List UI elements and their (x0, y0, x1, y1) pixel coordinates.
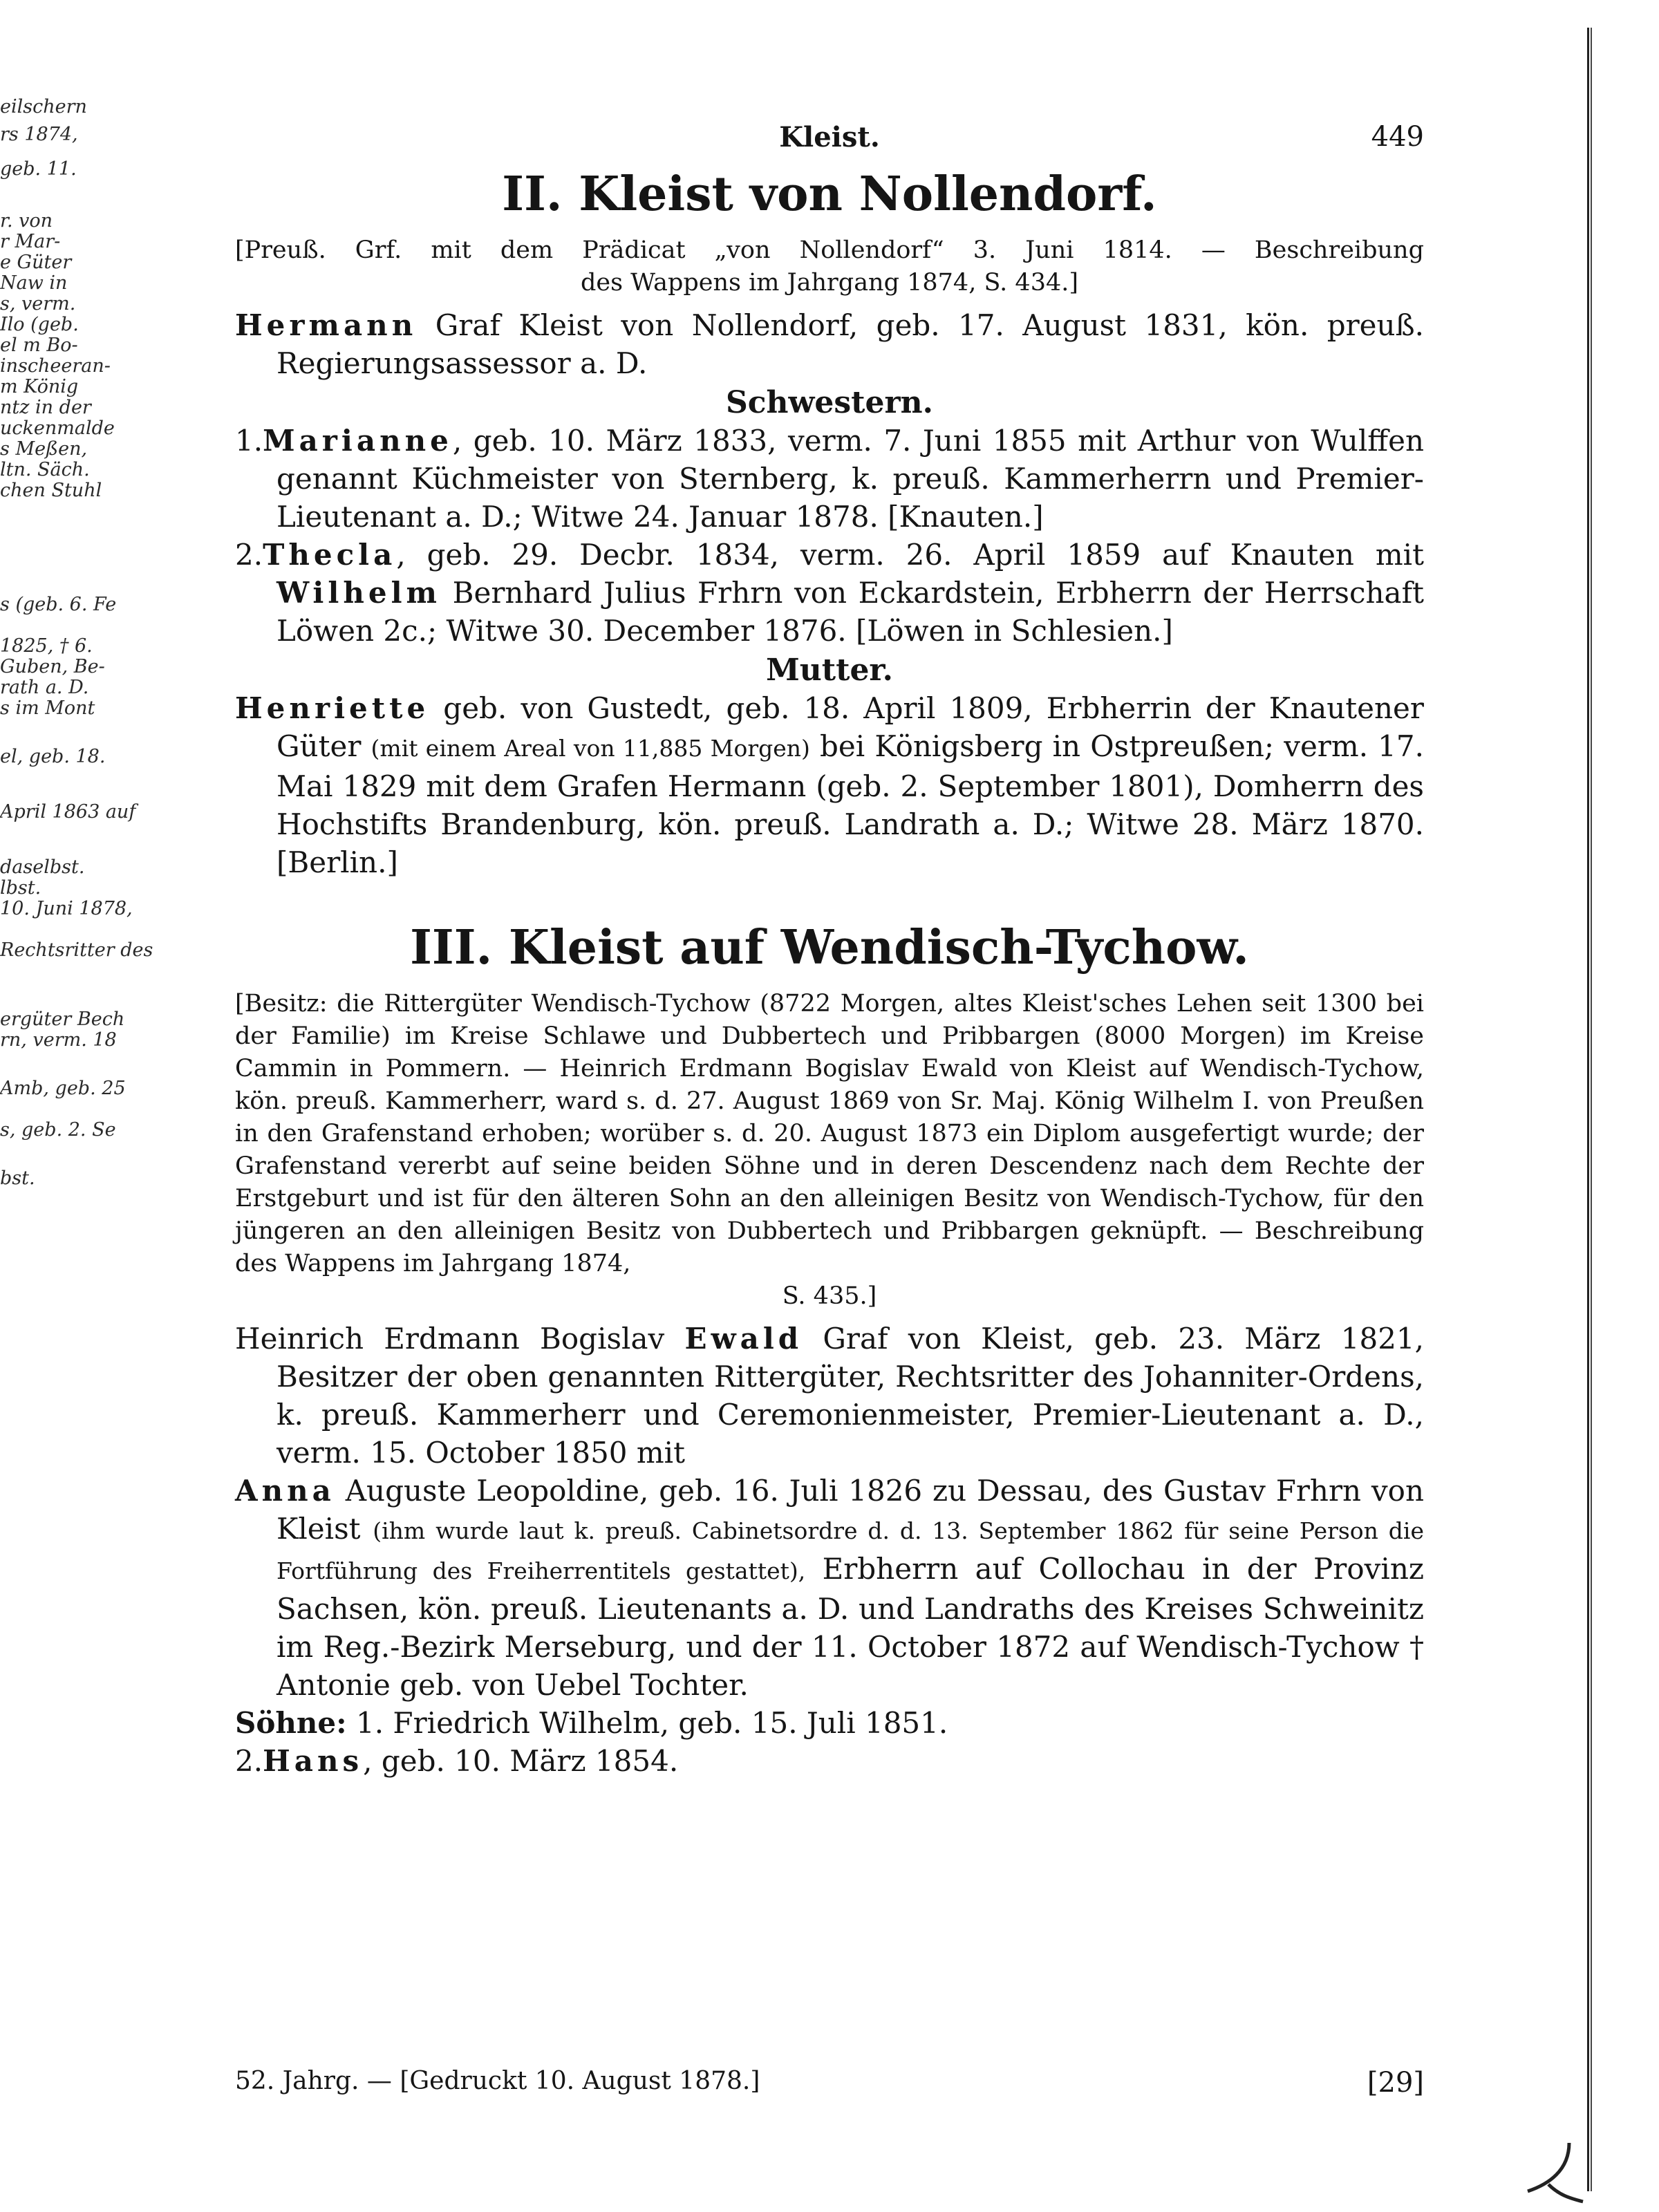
margin-fragment: bst. (0, 1168, 35, 1189)
entry-name: Hans (263, 1744, 364, 1778)
entry-wife-anna (235, 1472, 1424, 1704)
entry-text: Erbherrn auf Collochau in der Provinz Sachsen, kön. preuß. Lieutenants a. D. und Landraths des Kreises Schweinitz im Reg.-Bezirk Merseburg, und der 11. October 1872 auf Wendisch-Tychow † Antonie geb. von Uebel Tochter. (276, 1552, 1424, 1702)
section-note-wendisch-tychow (235, 988, 1424, 1313)
margin-fragment: Rechtsritter des (0, 939, 153, 961)
margin-fragment: el m Bo- (0, 335, 78, 356)
sons-label: Söhne: (235, 1706, 347, 1740)
entry-number: 2. (235, 1744, 263, 1778)
margin-fragment: e Güter (0, 252, 72, 273)
margin-fragment: r Mar- (0, 231, 61, 252)
facing-page-edge (0, 0, 153, 2212)
signature-mark: [29] (1367, 2067, 1424, 2099)
margin-fragment: geb. 11. (0, 158, 77, 180)
entry-sister-thecla (235, 536, 1424, 650)
margin-fragment: lbst. (0, 877, 41, 899)
head-entry-heinrich (235, 1320, 1424, 1472)
note-text: [Besitz: die Rittergüter Wendisch-Tychow (8722 Morgen, altes Kleist'sches Lehen seit 1300 bei der Familie) im Kreise Schlawe und Dubbertech und Pribbargen (8000 Morgen) im Kreise Cammin in Pommern. — Heinrich Erdmann Bogislav Ewald von Kleist auf Wendisch-Tychow, kön. preuß. Kammerherr, ward s. d. 27. August 1869 von Sr. Maj. König Wilhelm I. von Preußen in den Grafenstand erhoben; worüber s. d. 20. August 1873 ein Diplom ausgefertigt wurde; der Grafenstand vererbt auf seine beiden Söhne und in deren Descendenz nach dem Rechte der Erstgeburt und ist für den älteren Sohn an den alleinigen Besitz von Wendisch-Tychow, für den jüngeren an den alleinigen Besitz von Dubbertech und Pribbargen geknüpft. — Beschreibung des Wappens im Jahrgang 1874, (235, 990, 1424, 1277)
section-note-nollendorf (235, 234, 1424, 299)
entry-text: Graf von Kleist, geb. 23. März 1821, Besitzer der oben genannten Rittergüter, Rechtsritter des Johanniter-Ordens, k. preuß. Kammerherr und Ceremonienmeister, Premier-Lieutenant a. D., verm. 15. October 1850 mit (276, 1322, 1424, 1470)
entry-name: Ewald (684, 1322, 803, 1356)
entry-text: , geb. 10. März 1833, verm. 7. Juni 1855 mit Arthur von Wulffen genannt Küchmeister von Sternberg, k. preuß. Kammerherrn und Premier-Lieutenant a. D.; Witwe 24. Januar 1878. [Knauten.] (276, 424, 1424, 534)
margin-fragment: rs 1874, (0, 124, 78, 145)
margin-fragment: 1825, † 6. (0, 635, 93, 657)
entry-aside: (mit einem Areal von 11,885 Morgen) (371, 735, 810, 762)
margin-fragment: Ilo (geb. (0, 314, 79, 335)
margin-fragment: Guben, Be- (0, 656, 105, 677)
entry-mother-henriette (235, 689, 1424, 881)
margin-fragment: ntz in der (0, 397, 91, 418)
margin-fragment: s (geb. 6. Fe (0, 594, 117, 615)
entry-name: Marianne (263, 424, 453, 458)
subheading-sisters: Schwestern. (725, 385, 933, 420)
margin-fragment: s, verm. (0, 293, 76, 315)
page-content (235, 121, 1424, 1780)
margin-fragment: s im Mont (0, 697, 95, 719)
entry-text: Auguste Leopoldine, geb. 16. Juli 1826 zu Dessau, des Gustav Frhrn von Kleist (276, 1474, 1424, 1546)
page-footer (235, 2067, 1424, 2108)
entry-text: 1. Friedrich Wilhelm, geb. 15. Juli 1851. (346, 1706, 948, 1740)
entry-text: Bernhard Julius Frhrn von Eckardstein, Erbherrn der Herrschaft Löwen 2c.; Witwe 30. December 1876. [Löwen in Schlesien.] (276, 576, 1424, 648)
note-line: des Wappens im Jahrgang 1874, S. 434.] (580, 269, 1079, 297)
margin-fragment: daselbst. (0, 856, 85, 878)
head-entry-hermann (235, 306, 1424, 382)
margin-fragment: inscheeran- (0, 355, 111, 377)
margin-fragment: chen Stuhl (0, 480, 102, 501)
margin-fragment: s Meßen, (0, 438, 88, 460)
entry-text: Graf Kleist von Nollendorf, geb. 17. August 1831, kön. preuß. Regierungsassessor a. D. (276, 308, 1424, 380)
binding-edge (1587, 28, 1592, 2191)
running-head: Kleist. (779, 121, 880, 153)
entry-text: geb. von Gustedt, geb. 18. April 1809, Erbherrin der Knautener Güter (276, 691, 1424, 763)
binding-curl (1521, 2143, 1583, 2205)
margin-fragment: r. von (0, 210, 53, 232)
entry-name: Anna (235, 1474, 335, 1508)
entry-number: 2. (235, 538, 263, 572)
margin-fragment: 10. Juni 1878, (0, 898, 133, 919)
margin-fragment: rn, verm. 18 (0, 1029, 117, 1051)
margin-fragment: eilschern (0, 96, 87, 118)
section-title-wendisch-tychow: III. Kleist auf Wendisch-Tychow. (410, 920, 1249, 975)
margin-fragment: April 1863 auf (0, 801, 136, 823)
entry-text: bei Königsberg in Ostpreußen; verm. 17. Mai 1829 mit dem Grafen Hermann (geb. 2. September 1801), Domherrn des Hochstifts Brandenburg, kön. preuß. Landrath a. D.; Witwe 28. März 1870. [Berlin.] (276, 729, 1424, 879)
entry-name: Hermann (235, 308, 418, 342)
entry-name: Henriette (235, 691, 430, 725)
margin-fragment: rath a. D. (0, 677, 89, 698)
subheading-mother: Mutter. (766, 653, 893, 688)
entry-sons (235, 1704, 1424, 1742)
entry-sister-marianne (235, 422, 1424, 536)
page-header (235, 121, 1424, 162)
page-number: 449 (1371, 121, 1424, 153)
margin-fragment: uckenmalde (0, 418, 115, 439)
entry-name: Thecla (263, 538, 397, 572)
entry-text: Heinrich Erdmann Bogislav (235, 1322, 685, 1356)
note-text-end: S. 435.] (782, 1282, 877, 1310)
margin-fragment: ltn. Säch. (0, 459, 90, 480)
margin-fragment: ergüter Bech (0, 1009, 125, 1030)
margin-fragment: s, geb. 2. Se (0, 1119, 116, 1141)
margin-fragment: m König (0, 376, 79, 397)
margin-fragment: Amb, geb. 25 (0, 1078, 126, 1099)
margin-fragment: el, geb. 18. (0, 746, 106, 767)
print-note: 52. Jahrg. — [Gedruckt 10. August 1878.] (235, 2067, 760, 2095)
entry-text: , geb. 10. März 1854. (363, 1744, 679, 1778)
entry-aside: (ihm wurde laut k. preuß. Cabinetsordre d. d. 13. September 1862 für seine Person die Fortführung des Freiherrentitels gestattet), (276, 1517, 1424, 1584)
note-line: [Preuß. Grf. mit dem Prädicat „von Nollendorf“ 3. Juni 1814. — Beschreibung (235, 236, 1424, 264)
section-title-nollendorf: II. Kleist von Nollendorf. (502, 167, 1157, 222)
entry-son-hans (235, 1742, 1424, 1780)
entry-number: 1. (235, 424, 263, 458)
spouse-name: Wilhelm (276, 576, 441, 610)
margin-fragment: Naw in (0, 272, 68, 294)
entry-text: , geb. 29. Decbr. 1834, verm. 26. April 1859 auf Knauten mit (396, 538, 1424, 572)
